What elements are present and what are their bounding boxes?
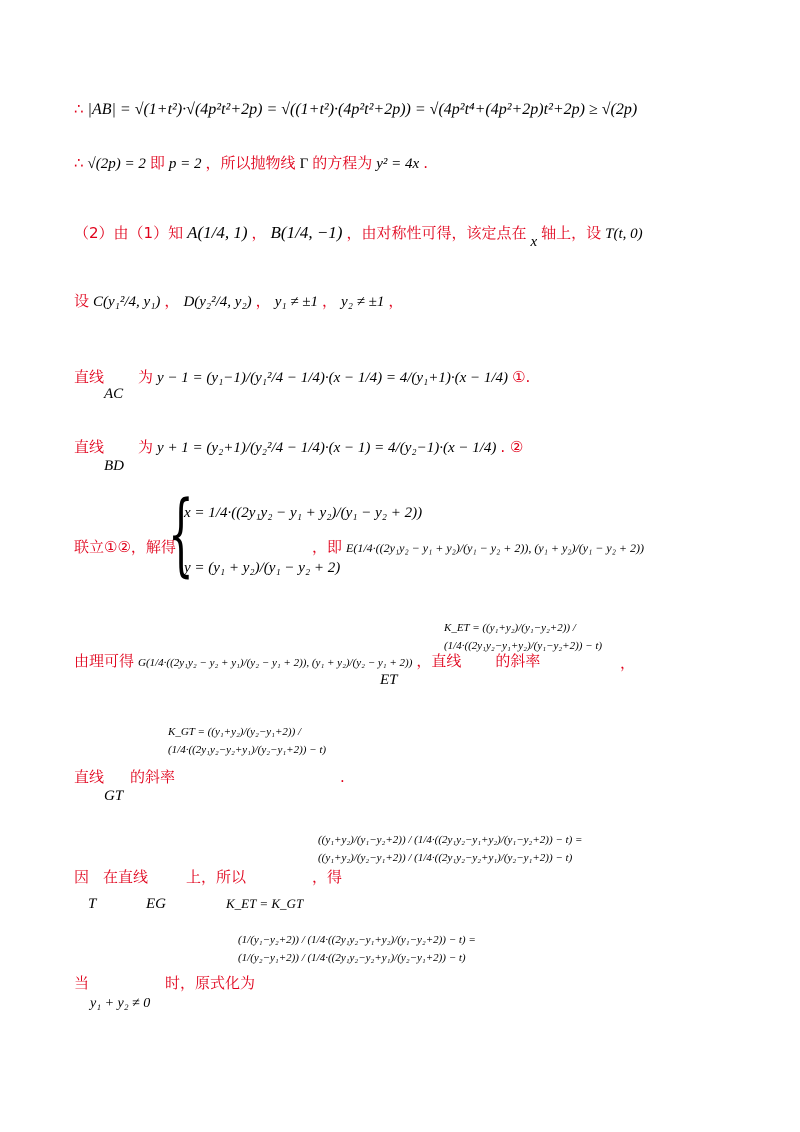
point-e: E(1/4·((2y₁y₂ − y₁ + y₂)/(y₁ − y₂ + 2)), (y₁ + y₂)/(y₁ − y₂ + 2)) [346,541,644,555]
line-e-point [312,536,644,557]
text-dang: 当 [74,974,90,992]
mark-1: ①. [512,368,531,386]
line-t-on-eg [74,866,342,887]
line-parabola-equation [74,152,428,173]
comma: ， [255,292,271,310]
text-part2: （2）由（1）知 [74,224,184,242]
line-points-cd [74,290,403,311]
line-bd-equation [74,436,523,457]
line-solve-e [74,536,176,557]
line-simplify [74,972,255,993]
text-zhixian: 直线 [74,438,105,456]
point-c: C(y₁²/4, y₁) [93,294,161,310]
point-g: G(1/4·((2y₁y₂ − y₂ + y₁)/(y₂ − y₁ + 2)), (y₁ + y₂)/(y₂ − y₁ + 2)) [138,657,413,669]
text-yin: 因 [74,868,90,886]
comma: ， [322,292,338,310]
text-ji: 即 [149,154,165,172]
text-wei: 为 [138,368,154,386]
period-9: . [340,768,345,786]
text-xielv2: 的斜率 [130,768,176,786]
therefore-symbol: ∴ [74,100,84,118]
simplified-equation: (1/(y₁−y₂+2)) / (1/4·((2y₁y₂−y₁+y₂)/(y₁−y₂+2)) − t) = (1/(y₂−y₁+2)) / (1/4·((2y₁y₂−y₂+y₁)/(y₂−y₁+2)) − t) [238,934,476,964]
line-et-name: ET [380,672,398,688]
text-zhixian: 直线 [74,368,105,386]
mark-2: . ② [500,438,524,456]
gamma-symbol: Γ [299,156,309,172]
line-ab-length [74,100,637,119]
text-suoyi: ，所以抛物线 [205,154,296,172]
text-xielv: 的斜率 [495,652,541,670]
text-fangcheng: 的方程为 [312,154,373,172]
slope-gt: K_GT = ((y₁+y₂)/(y₂−y₁+2)) / (1/4·((2y₁y₂−y₂+y₁)/(y₂−y₁+2)) − t) [168,726,327,756]
line-gt-slope [74,766,175,787]
therefore-symbol-2: ∴ [74,154,84,172]
system-x: x = 1/4·((2y₁y₂ − y₁ + y₂)/(y₁ − y₂ + 2)) [184,505,423,521]
line-ac-name: AC [104,386,124,402]
system-y: y = (y₁ + y₂)/(y₁ − y₂ + 2) [184,560,341,576]
x-axis-label: x [530,234,538,250]
text-zhixian2: ，直线 [416,652,462,670]
eg-label: EG [146,896,166,912]
bd-formula: y + 1 = (y₂+1)/(y₂²/4 − 1/4)·(x − 1) = 4/(y₂−1)·(x − 1/4) [157,440,497,456]
slope-equation: ((y₁+y₂)/(y₁−y₂+2)) / (1/4·((2y₁y₂−y₁+y₂)/(y₁−y₂+2)) − t) = ((y₁+y₂)/(y₂−y₁+2)) / (1/4·((2y₁y₂−y₂+y₁)/(y₂−y₁+2)) − t) [318,834,583,864]
comma: ， [388,292,404,310]
ab-length-formula: |AB| = √(1+t²)·√(4p²t²+2p) = √((1+t²)·(4p²t²+2p)) = √(4p²t⁴+(4p²+2p)t²+2p) ≥ √(2p) [87,101,638,118]
slope-et: K_ET = ((y₁+y₂)/(y₁−y₂+2)) / (1/4·((2y₁y₂−y₁+y₂)/(y₁−y₂+2)) − t) [444,622,603,652]
comma-8: ， [620,654,636,672]
system-brace: { [168,482,194,587]
text-de: ，得 [312,868,343,886]
text-youli: 由理可得 [74,652,135,670]
comma: ， [251,224,267,242]
text-lianli: 联立①②，解得 [74,538,176,556]
period: . [423,154,428,172]
text-shang: 上，所以 [186,868,247,886]
point-t: T(t, 0) [605,226,643,242]
text-ji2: ，即 [312,538,343,556]
line-gt-name: GT [104,788,124,804]
point-d: D(y₂²/4, y₂) [183,294,252,310]
line-bd-name: BD [104,458,124,474]
parabola-eq: y² = 4x [376,156,420,172]
cond-y2: y₂ ≠ ±1 [341,294,385,310]
line-points-ab [74,222,643,250]
text-zaizhixian: 在直线 [103,868,149,886]
t-label: T [88,896,97,912]
line-ac-equation [74,366,530,387]
k-et-eq-k-gt: K_ET = K_GT [226,896,304,911]
point-a: A(1/4, 1) [187,223,248,242]
text-zhixian3: 直线 [74,768,105,786]
text-yuanshi: 时，原式化为 [165,974,256,992]
text-axis-set: 轴上，设 [541,224,602,242]
p-eq-2: p = 2 [168,156,202,172]
text-symmetry: ，由对称性可得，该定点在 [346,224,527,242]
text-wei: 为 [138,438,154,456]
sqrt-2p-eq: √(2p) = 2 [87,156,146,172]
ac-formula: y − 1 = (y₁−1)/(y₁²/4 − 1/4)·(x − 1/4) = 4/(y₁+1)·(x − 1/4) [157,370,509,386]
cond-sum: y₁ + y₂ ≠ 0 [90,996,151,1011]
comma: ， [164,292,180,310]
point-b: B(1/4, −1) [270,223,343,242]
cond-y1: y₁ ≠ ±1 [274,294,319,310]
text-she: 设 [74,292,90,310]
